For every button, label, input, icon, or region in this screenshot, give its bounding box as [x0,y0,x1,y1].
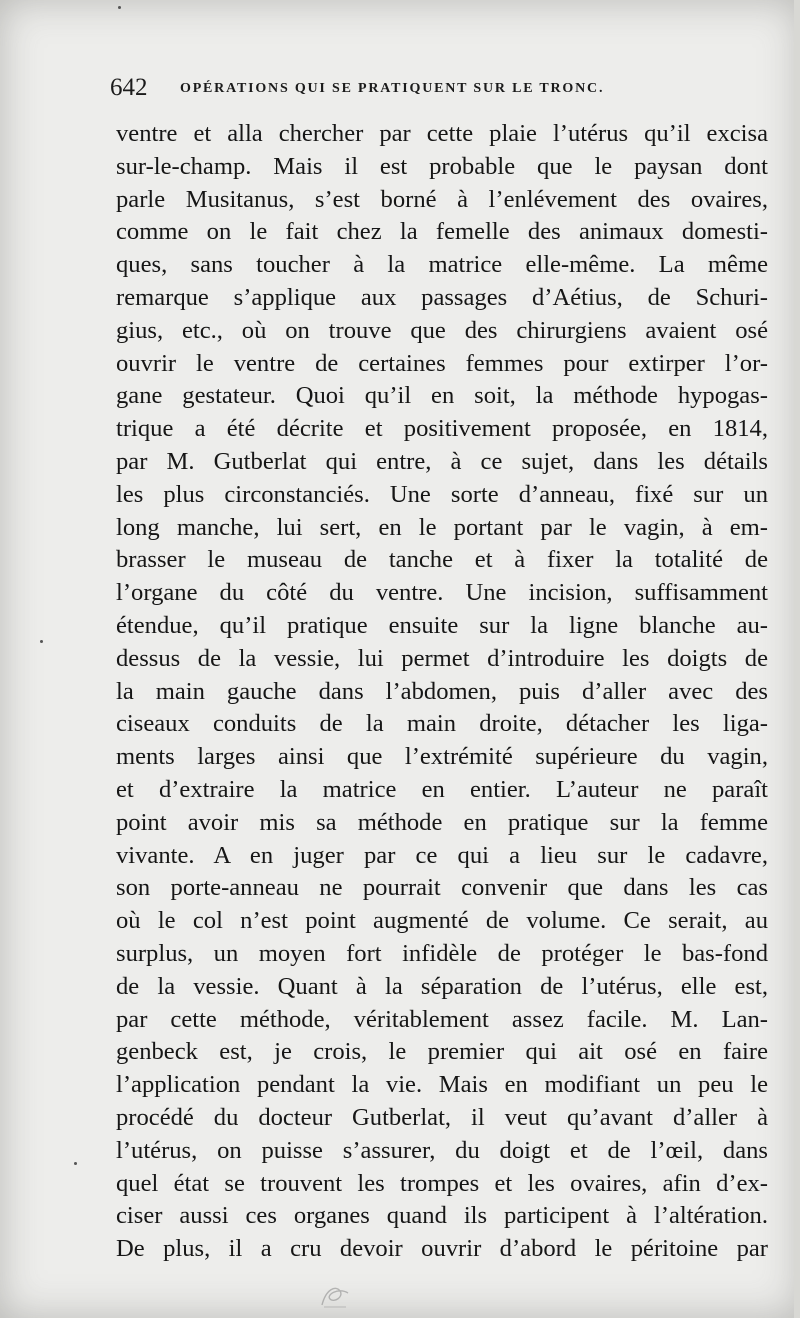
text-line: par cette méthode, véritablement assez facile. M. Lan- [116,1005,768,1033]
text-line: comme on le fait chez la femelle des animaux domesti- [116,218,768,246]
paper-speck [118,6,121,9]
text-line: ments larges ainsi que l’extrémité supérieure du vagin, [116,743,768,771]
text-line: l’utérus, on puisse s’assurer, du doigt et de l’œil, dans [116,1136,768,1164]
text-line: quel état se trouvent les trompes et les ovaires, afin d’ex- [116,1169,768,1197]
text-line: par M. Gutberlat qui entre, à ce sujet, dans les détails [116,447,768,475]
text-line: ciser aussi ces organes quand ils participent à l’altération. [116,1202,768,1230]
text-line: de la vessie. Quant à la séparation de l’utérus, elle est, [116,972,768,1000]
text-line: vivante. A en juger par ce qui a lieu sur le cadavre, [116,841,768,869]
text-line: gius, etc., où on trouve que des chirurgiens avaient osé [116,316,768,344]
running-title: OPÉRATIONS QUI SE PRATIQUENT SUR LE TRONC. [180,81,605,96]
text-line: genbeck est, je crois, le premier qui ait osé en faire [116,1038,768,1066]
text-line: gane gestateur. Quoi qu’il en soit, la méthode hypogas- [116,382,768,410]
paper-speck [40,640,43,643]
text-line: De plus, il a cru devoir ouvrir d’abord le péritoine par [116,1235,768,1263]
text-line: brasser le museau de tanche et à fixer la totalité de [116,546,768,574]
text-line: long manche, lui sert, en le portant par le vagin, à em- [116,513,768,541]
text-line: étendue, qu’il pratique ensuite sur la ligne blanche au- [116,611,768,639]
text-line: surplus, un moyen fort infidèle de protéger le bas-fond [116,939,768,967]
text-line: où le col n’est point augmenté de volume. Ce serait, au [116,907,768,935]
text-line: l’organe du côté du ventre. Une incision, suffisamment [116,579,768,607]
text-line: ques, sans toucher à la matrice elle-même. La même [116,251,768,279]
text-line: dessus de la vessie, lui permet d’introduire les doigts de [116,644,768,672]
page-number: 642 [110,74,148,101]
text-line: ventre et alla chercher par cette plaie l’utérus qu’il excisa [116,120,768,147]
faint-stamp-mark [316,1281,354,1311]
page-edge-shadow [794,0,800,1318]
text-line: procédé du docteur Gutberlat, il veut qu’avant d’aller à [116,1103,768,1131]
body-text [116,118,768,1266]
text-line: parle Musitanus, s’est borné à l’enlévement des ovaires, [116,185,768,213]
text-line: la main gauche dans l’abdomen, puis d’aller avec des [116,677,768,705]
text-line: remarque s’applique aux passages d’Aétius, de Schuri- [116,283,768,311]
text-line: l’application pendant la vie. Mais en modifiant un peu le [116,1071,768,1099]
text-line: ciseaux conduits de la main droite, détacher les liga- [116,710,768,738]
text-line: les plus circonstanciés. Une sorte d’anneau, fixé sur un [116,480,768,508]
text-line: son porte-anneau ne pourrait convenir que dans les cas [116,874,768,902]
text-line: trique a été décrite et positivement proposée, en 1814, [116,415,768,443]
text-line: ouvrir le ventre de certaines femmes pour extirper l’or- [116,349,768,377]
running-head [110,72,750,108]
text-line: point avoir mis sa méthode en pratique sur la femme [116,808,768,836]
paper-speck [74,1162,77,1165]
text-line: et d’extraire la matrice en entier. L’auteur ne paraît [116,775,768,803]
text-line: sur-le-champ. Mais il est probable que le paysan dont [116,152,768,180]
